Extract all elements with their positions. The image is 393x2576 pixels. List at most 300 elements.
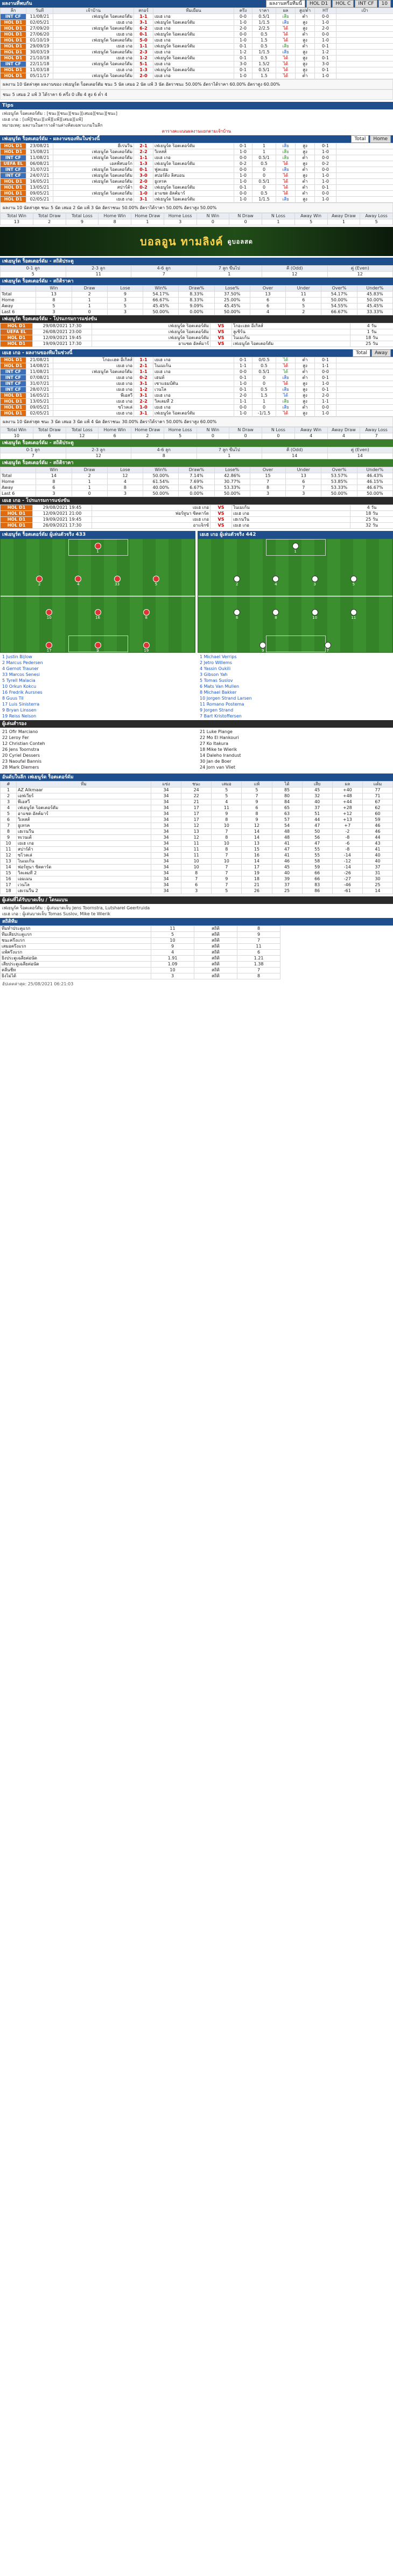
stat-value: 0 xyxy=(229,433,262,439)
player-name[interactable]: 1 Michael Verrips xyxy=(200,654,237,659)
table-row[interactable] xyxy=(1,523,393,529)
away-team: ฟูลแฮม xyxy=(153,167,234,173)
away-team: เยเฮ เกอ xyxy=(153,405,234,411)
half-time-score: 0-1 xyxy=(234,56,252,61)
standings-row[interactable] xyxy=(1,793,393,799)
footer-note: อัปเดตล่าสุด: 25/08/2021 06:21:03 xyxy=(2,982,74,986)
table-row[interactable] xyxy=(1,44,393,50)
player-name[interactable]: 5 Tomas Suslov xyxy=(200,678,233,683)
match-date: 28/07/21 xyxy=(26,387,53,393)
pitch-player[interactable] xyxy=(73,576,83,586)
pitch-player[interactable] xyxy=(93,642,103,653)
standings-cell: 34 xyxy=(151,835,181,841)
league-badge: HOL D1 xyxy=(1,179,26,185)
player-name[interactable]: 9 Bryan Linssen xyxy=(2,708,37,713)
player-name[interactable]: 33 Marcos Senesi xyxy=(2,672,40,677)
player-name[interactable]: 20 Cyriel Dessers xyxy=(2,753,40,758)
match-date: 09/05/21 xyxy=(26,405,53,411)
table-row[interactable] xyxy=(1,357,393,363)
away-team: เซาแธมป์ตัน xyxy=(153,381,234,387)
odds-result: ได้ xyxy=(276,363,296,369)
pitch-player[interactable] xyxy=(44,642,54,653)
player-name[interactable]: 7 Bart Kristoffersen xyxy=(200,714,242,719)
table-row[interactable] xyxy=(1,149,393,155)
team-stat-row xyxy=(1,950,393,956)
table-row[interactable] xyxy=(1,185,393,191)
team-name: ยูเทรค xyxy=(17,823,151,829)
standings-row[interactable] xyxy=(1,817,393,823)
half-time: 0-1 xyxy=(315,44,336,50)
target-cell xyxy=(336,191,393,197)
team-stat-cell: 1.21 xyxy=(237,956,280,962)
player-name[interactable]: 8 Michael Bakker xyxy=(200,690,237,695)
table-row[interactable] xyxy=(1,363,393,369)
pitch-player[interactable] xyxy=(290,543,301,554)
player-name[interactable]: 18 Mike te Wierik xyxy=(200,747,237,752)
team-name: เฮเรนวีน 2 xyxy=(17,888,151,894)
table-row[interactable] xyxy=(1,197,393,203)
away-team: เยเฮ เกอ xyxy=(153,14,234,20)
standings-row[interactable] xyxy=(1,805,393,811)
table-row[interactable] xyxy=(1,405,393,411)
odds-header: Lose xyxy=(107,467,143,473)
odds-line: 0 xyxy=(252,375,276,381)
player-name[interactable]: 28 Mark Diemers xyxy=(2,765,39,770)
player-name[interactable]: 9 Jorgen Strand xyxy=(200,708,234,713)
odds-cell: 46.67% xyxy=(357,485,392,491)
player-number: 2 xyxy=(235,582,238,587)
team-stat-row xyxy=(1,968,393,973)
standings-cell: 41 xyxy=(272,853,302,859)
table-row[interactable] xyxy=(1,167,393,173)
pitch-player[interactable] xyxy=(310,609,320,620)
team-stat-row xyxy=(1,926,393,932)
odds-header: Over xyxy=(250,467,285,473)
player-name[interactable]: 21 Ofir Marciano xyxy=(2,729,38,734)
half-time-score: 1-0 xyxy=(234,179,252,185)
table-row[interactable] xyxy=(1,393,393,399)
player-name[interactable]: 22 Leroy Fer xyxy=(2,735,29,740)
standings-row[interactable] xyxy=(1,876,393,882)
stat-header: N Draw xyxy=(229,213,262,219)
standings-row[interactable] xyxy=(1,882,393,888)
pitch-player[interactable] xyxy=(141,642,152,653)
standings-row[interactable] xyxy=(1,829,393,835)
pitch-home xyxy=(0,538,195,653)
league-badge: INT CF xyxy=(1,61,26,67)
player-name[interactable]: 3 Gibson Yah xyxy=(200,672,228,677)
col-score: สกอร์ xyxy=(134,8,153,14)
half-time-score: 2-0 xyxy=(234,26,252,32)
standings-row[interactable] xyxy=(1,853,393,859)
tips-title: Tips xyxy=(2,103,14,108)
table-row[interactable] xyxy=(1,14,393,20)
half-time: 1-0 xyxy=(315,381,336,387)
pitch-player[interactable] xyxy=(231,576,242,586)
stat-header: N Loss xyxy=(262,427,295,433)
away-odds-header xyxy=(0,459,393,467)
standings-header xyxy=(0,774,393,781)
odds-cell: 14 xyxy=(36,473,72,479)
player-name[interactable]: 23 Naoufal Bannis xyxy=(2,759,41,764)
player-name[interactable]: 26 Jens Toornstra xyxy=(2,747,39,752)
home-goal-table xyxy=(0,265,393,278)
league-badge: HOL D1 xyxy=(1,363,26,369)
player-name[interactable]: 1 Justin Bijlow xyxy=(2,654,32,659)
away-recent-header xyxy=(0,349,393,357)
table-row[interactable] xyxy=(1,329,393,335)
odds-cell: 3 xyxy=(250,491,285,497)
half-time-score: 1-1 xyxy=(234,399,252,405)
player-name[interactable]: 19 Reiss Nelson xyxy=(2,714,37,719)
pitch-player[interactable] xyxy=(231,609,242,620)
table-row[interactable] xyxy=(1,155,393,161)
away-recent-body xyxy=(1,357,393,417)
pitch-player[interactable] xyxy=(34,576,45,586)
standings-cell: 30 xyxy=(362,876,392,882)
standings-cell: 8 xyxy=(1,829,17,835)
away-team: สปอร์ติ้ง ลิสบอน xyxy=(153,173,234,179)
standings-cell: 83 xyxy=(302,882,332,888)
player-name[interactable]: 11 Romano Postema xyxy=(200,702,244,707)
odds-result: เสีย xyxy=(276,197,296,203)
away-recent-tab-total[interactable]: Total xyxy=(353,349,370,357)
away-team: วิลเลมที่ 2 xyxy=(153,399,234,405)
standings-row[interactable] xyxy=(1,788,393,793)
away-stats-table xyxy=(0,427,393,439)
pitch-player[interactable] xyxy=(151,576,162,586)
half-time-score: 0-1 xyxy=(234,67,252,73)
standings-row[interactable] xyxy=(1,847,393,853)
over-under: ต่ำ xyxy=(296,369,315,375)
team-stat-cell: แพ้ครึ่งแรก xyxy=(1,950,151,956)
standings-row[interactable] xyxy=(1,841,393,847)
standings-cell: 10 xyxy=(212,823,242,829)
player-name[interactable]: 12 Christian Conteh xyxy=(2,741,45,746)
standings-cell: 40 xyxy=(302,799,332,805)
league-badge: HOL D1 xyxy=(1,50,26,56)
player-name[interactable]: 14 Daleho Irandust xyxy=(200,753,241,758)
standings-cell: 24 xyxy=(181,788,212,793)
odds-cell: 2 xyxy=(286,309,321,315)
h2h-summary-text: ผลงาน 10 นัดล่าสุด ผลงานของ เฟเยนูร์ด ร็อตเตอร์ดัม ชนะ 5 นัด เสมอ 2 นัด แพ้ 3 นัด อัตราชนะ 50.00% อัตราได้ราคา 60.00% อัตราสูง 60.00% xyxy=(3,82,280,87)
standings-cell: 12 xyxy=(1,853,17,859)
table-row[interactable] xyxy=(1,20,393,26)
filter-int-cf[interactable]: INT CF xyxy=(355,0,377,8)
half-time: 0-0 xyxy=(315,369,336,375)
player-name[interactable]: 5 Tyrell Malacia xyxy=(2,678,36,683)
pitch-player[interactable] xyxy=(93,609,103,620)
table-row xyxy=(1,298,393,303)
player-name[interactable]: 24 Jorn van Vliet xyxy=(200,765,235,770)
table-row[interactable] xyxy=(1,505,393,511)
table-row[interactable] xyxy=(1,179,393,185)
odds-line: 0.5 xyxy=(252,32,276,38)
table-row[interactable] xyxy=(1,67,393,73)
player-name[interactable]: 8 Guus Til xyxy=(2,696,24,701)
half-time-score: 0-0 xyxy=(234,14,252,20)
standings-row[interactable] xyxy=(1,835,393,841)
standings-header: ผล xyxy=(332,782,362,788)
standings-cell: 34 xyxy=(151,859,181,865)
team-stat-cell: 1.38 xyxy=(237,962,280,968)
ad-banner[interactable] xyxy=(0,227,393,256)
match-date: 16/05/21 xyxy=(26,393,53,399)
odds-cell: 54.17% xyxy=(143,292,179,298)
standings-row[interactable] xyxy=(1,888,393,894)
player-name[interactable]: 30 Jan de Boer xyxy=(200,759,231,764)
pitch-player[interactable] xyxy=(322,642,333,653)
stat-value: 7 xyxy=(360,433,393,439)
odds-header: Win xyxy=(36,286,72,292)
team-name: สปาร์ต้า xyxy=(17,847,151,853)
filter-same-team[interactable]: ผลงานหรือทีมนี้ xyxy=(266,0,305,8)
player-name[interactable]: 21 Luke Plange xyxy=(200,729,233,734)
player-number: 3 xyxy=(313,582,316,587)
team-stat-cell: ยิงประตูเฉลี่ยต่อนัด xyxy=(1,956,151,962)
target-cell xyxy=(336,387,393,393)
table-row[interactable] xyxy=(1,369,393,375)
odds-header: Draw% xyxy=(179,467,214,473)
over-under: สูง xyxy=(296,38,315,44)
standings-cell: 14 xyxy=(362,888,392,894)
team-stat-cell: 10 xyxy=(151,938,194,944)
away-team: อาแซด อัลค์มาร์ xyxy=(153,191,234,197)
player-name[interactable]: 10 Orkun Kokcu xyxy=(2,684,37,689)
table-row[interactable] xyxy=(1,341,393,347)
odds-result: ได้ xyxy=(276,161,296,167)
match-date: 31/07/21 xyxy=(26,167,53,173)
standings-cell: 22 xyxy=(181,793,212,799)
pitch-player[interactable] xyxy=(257,642,268,653)
team-stat-row xyxy=(1,932,393,938)
table-row[interactable] xyxy=(1,399,393,405)
table-row[interactable] xyxy=(1,191,393,197)
away-team: เวนโล xyxy=(153,387,234,393)
table-row[interactable] xyxy=(1,517,393,523)
odds-line: 0.5/1 xyxy=(252,179,276,185)
player-name[interactable]: 2 Jetro Willems xyxy=(200,660,232,665)
odds-cell: 54.55% xyxy=(321,303,357,309)
over-under: สูง xyxy=(296,161,315,167)
stat-value: 0 xyxy=(196,219,229,225)
goal-bucket-value: 12 xyxy=(66,453,131,459)
table-row[interactable] xyxy=(1,32,393,38)
standings-cell: 34 xyxy=(151,841,181,847)
standings-cell: 34 xyxy=(151,811,181,817)
table-row[interactable] xyxy=(1,38,393,44)
player-name[interactable]: 10 Jorgen Strand Larsen xyxy=(200,696,252,701)
odds-cell: 1 xyxy=(72,303,107,309)
h2h-title: ผลงานที่พบกัน xyxy=(2,1,32,6)
standings-cell: 44 xyxy=(362,835,392,841)
pitch-player[interactable] xyxy=(270,609,281,620)
player-name[interactable]: 27 Ko Itakura xyxy=(200,741,229,746)
match-date: 13/05/21 xyxy=(26,185,53,191)
away-team: เยเฮ เกอ xyxy=(153,61,234,67)
standings-cell: 56 xyxy=(302,835,332,841)
odds-cell: 9 xyxy=(107,292,143,298)
player-name[interactable]: 4 Yassin Oukili xyxy=(200,666,231,671)
odds-cell: 46.15% xyxy=(357,479,392,485)
stat-header: Away Loss xyxy=(360,213,393,219)
odds-result: ได้ xyxy=(276,381,296,387)
player-name[interactable]: 22 Mo El Hankouri xyxy=(200,735,239,740)
standings-cell: 18 xyxy=(242,876,272,882)
over-under: สูง xyxy=(296,173,315,179)
over-under: สูง xyxy=(296,61,315,67)
home-team: เฟเยนูร์ด ร็อตเตอร์ดัม xyxy=(53,14,134,20)
table-row[interactable] xyxy=(1,387,393,393)
standings-row[interactable] xyxy=(1,811,393,817)
pitch-player[interactable] xyxy=(93,543,103,554)
odds-cell: 50.00% xyxy=(143,491,179,497)
standings-row[interactable] xyxy=(1,859,393,865)
away-team: เฟเยนูร์ด ร็อตเตอร์ดัม xyxy=(153,67,234,73)
team-stat-cell: สถิติ xyxy=(194,938,237,944)
player-name[interactable]: 16 Fredrik Aursnes xyxy=(2,690,43,695)
standings-cell: 47 xyxy=(302,823,332,829)
stat-header: N Draw xyxy=(229,427,262,433)
odds-cell: 11 xyxy=(286,292,321,298)
standings-cell: -6 xyxy=(332,841,362,847)
league-badge: INT CF xyxy=(1,369,26,375)
lineup-home-list xyxy=(0,653,195,720)
table-row[interactable] xyxy=(1,50,393,56)
away-goal-header xyxy=(0,439,393,447)
match-score: 3-0 xyxy=(134,173,153,179)
table-row[interactable] xyxy=(1,26,393,32)
table-row[interactable] xyxy=(1,73,393,79)
league-badge: HOL D1 xyxy=(1,517,33,523)
player-name[interactable]: 17 Luis Sinisterra xyxy=(2,702,40,707)
odds-cell: 12 xyxy=(107,473,143,479)
home-team: เยเฮ เกอ xyxy=(92,517,210,523)
match-date: 29/09/19 xyxy=(26,44,53,50)
home-summary-text: ผลงาน 10 นัดล่าสุด ชนะ 5 นัด เสมอ 2 นัด แพ้ 3 นัด อัตราชนะ 50.00% อัตราได้ราคา 50.00% อัตราสูง 50.00% xyxy=(3,205,217,210)
versus: VS xyxy=(210,323,232,329)
pitch-player[interactable] xyxy=(112,576,123,586)
standings-cell: 45 xyxy=(272,865,302,871)
away-goal-vals xyxy=(1,453,393,459)
filter-hol-d1[interactable]: HOL D1 xyxy=(306,0,331,8)
standings-cell: 19 xyxy=(242,871,272,876)
standings-header: ชนะ xyxy=(181,782,212,788)
away-team: เฟเยนูร์ด ร็อตเตอร์ดัม xyxy=(153,56,234,61)
home-team: เยเฮ เกอ xyxy=(53,381,134,387)
standings-cell: 54 xyxy=(272,823,302,829)
table-row[interactable] xyxy=(1,161,393,167)
standings-row[interactable] xyxy=(1,823,393,829)
pitch-player[interactable] xyxy=(310,576,320,586)
team-stat-cell: 1.91 xyxy=(151,956,194,962)
match-score: 1-1 xyxy=(134,357,153,363)
filter-hol-c[interactable]: HOL C xyxy=(332,0,354,8)
standings-row[interactable] xyxy=(1,865,393,871)
match-date: 24/07/21 xyxy=(26,173,53,179)
table-row[interactable] xyxy=(1,323,393,329)
stat-value: 5 xyxy=(294,219,327,225)
fixture-date: 19/09/2021 17:30 xyxy=(33,341,92,347)
stat-header: N Loss xyxy=(262,213,295,219)
target-cell xyxy=(336,143,393,149)
odds-cell: 50.00% xyxy=(321,491,357,497)
pitch-player[interactable] xyxy=(141,609,152,620)
odds-cell: 7.14% xyxy=(179,473,214,479)
team-stat-row xyxy=(1,956,393,962)
pitch-player[interactable] xyxy=(348,576,359,586)
h2h-head-row xyxy=(1,8,393,14)
table-row[interactable] xyxy=(1,511,393,517)
standings-cell: 41 xyxy=(272,841,302,847)
away-stats-row xyxy=(1,433,393,439)
player-name[interactable]: 6 Mats Van Mullen xyxy=(200,684,240,689)
away-team: ไนเมเก้น xyxy=(232,505,350,511)
odds-cell: 5 xyxy=(36,303,72,309)
days-until: 32 วัน xyxy=(350,523,393,529)
versus: VS xyxy=(210,341,232,347)
team-stat-cell: 11 xyxy=(151,926,194,932)
pitch-halfway-line xyxy=(198,596,392,597)
home-recent-tab-home[interactable]: Home xyxy=(370,135,391,143)
table-row[interactable] xyxy=(1,61,393,67)
pitch-player[interactable] xyxy=(44,609,54,620)
filter-count-select[interactable]: 10 xyxy=(378,0,391,8)
standings-cell: 85 xyxy=(272,788,302,793)
col-odds: ราคา xyxy=(252,8,276,14)
odds-cell: 4 xyxy=(107,479,143,485)
col-home: เจ้าบ้าน xyxy=(53,8,134,14)
pitch-player[interactable] xyxy=(348,609,359,620)
target-cell xyxy=(336,197,393,203)
standings-cell: 37 xyxy=(272,882,302,888)
odds-cell: 25.00% xyxy=(214,298,250,303)
standings-cell: 11 xyxy=(181,847,212,853)
table-row[interactable] xyxy=(1,143,393,149)
odds-result: เสีย xyxy=(276,399,296,405)
table-row[interactable] xyxy=(1,381,393,387)
player-name[interactable]: 4 Gernot Trauner xyxy=(2,666,39,671)
odds-line: 0 xyxy=(252,173,276,179)
player-name[interactable]: 2 Marcus Pedersen xyxy=(2,660,43,665)
table-row[interactable] xyxy=(1,411,393,417)
away-recent-tab-away[interactable]: Away xyxy=(371,349,391,357)
home-recent-tab-total[interactable]: Total xyxy=(351,135,369,143)
table-row[interactable] xyxy=(1,375,393,381)
table-row xyxy=(1,473,393,479)
home-upcoming-title: เฟเยนูร์ด ร็อตเตอร์ดัม - โปรแกรมการแข่งขัน xyxy=(2,316,97,322)
col-ht: ครึ่ง xyxy=(234,8,252,14)
over-under: ต่ำ xyxy=(296,375,315,381)
team-name: เฮเรนวีน xyxy=(17,829,151,835)
standings-cell: 47 xyxy=(302,841,332,847)
standings-cell: 34 xyxy=(151,799,181,805)
standings-row[interactable] xyxy=(1,799,393,805)
home-team: เฟเยนูร์ด ร็อตเตอร์ดัม xyxy=(53,73,134,79)
half-time: 2-0 xyxy=(315,393,336,399)
table-row[interactable] xyxy=(1,173,393,179)
goal-bucket-header: คี่ (Odd) xyxy=(262,266,328,272)
table-row[interactable] xyxy=(1,56,393,61)
stat-value: 6 xyxy=(99,433,131,439)
table-row[interactable] xyxy=(1,335,393,341)
standings-cell: 6 xyxy=(1,817,17,823)
standings-cell: +7 xyxy=(332,823,362,829)
standings-row[interactable] xyxy=(1,871,393,876)
lineup-away xyxy=(198,531,393,653)
lineup-home-title: เฟเยนูร์ด ร็อตเตอร์ดัม ผู้เล่นตัวจริง 433 xyxy=(2,532,86,537)
pitch-player[interactable] xyxy=(270,576,281,586)
